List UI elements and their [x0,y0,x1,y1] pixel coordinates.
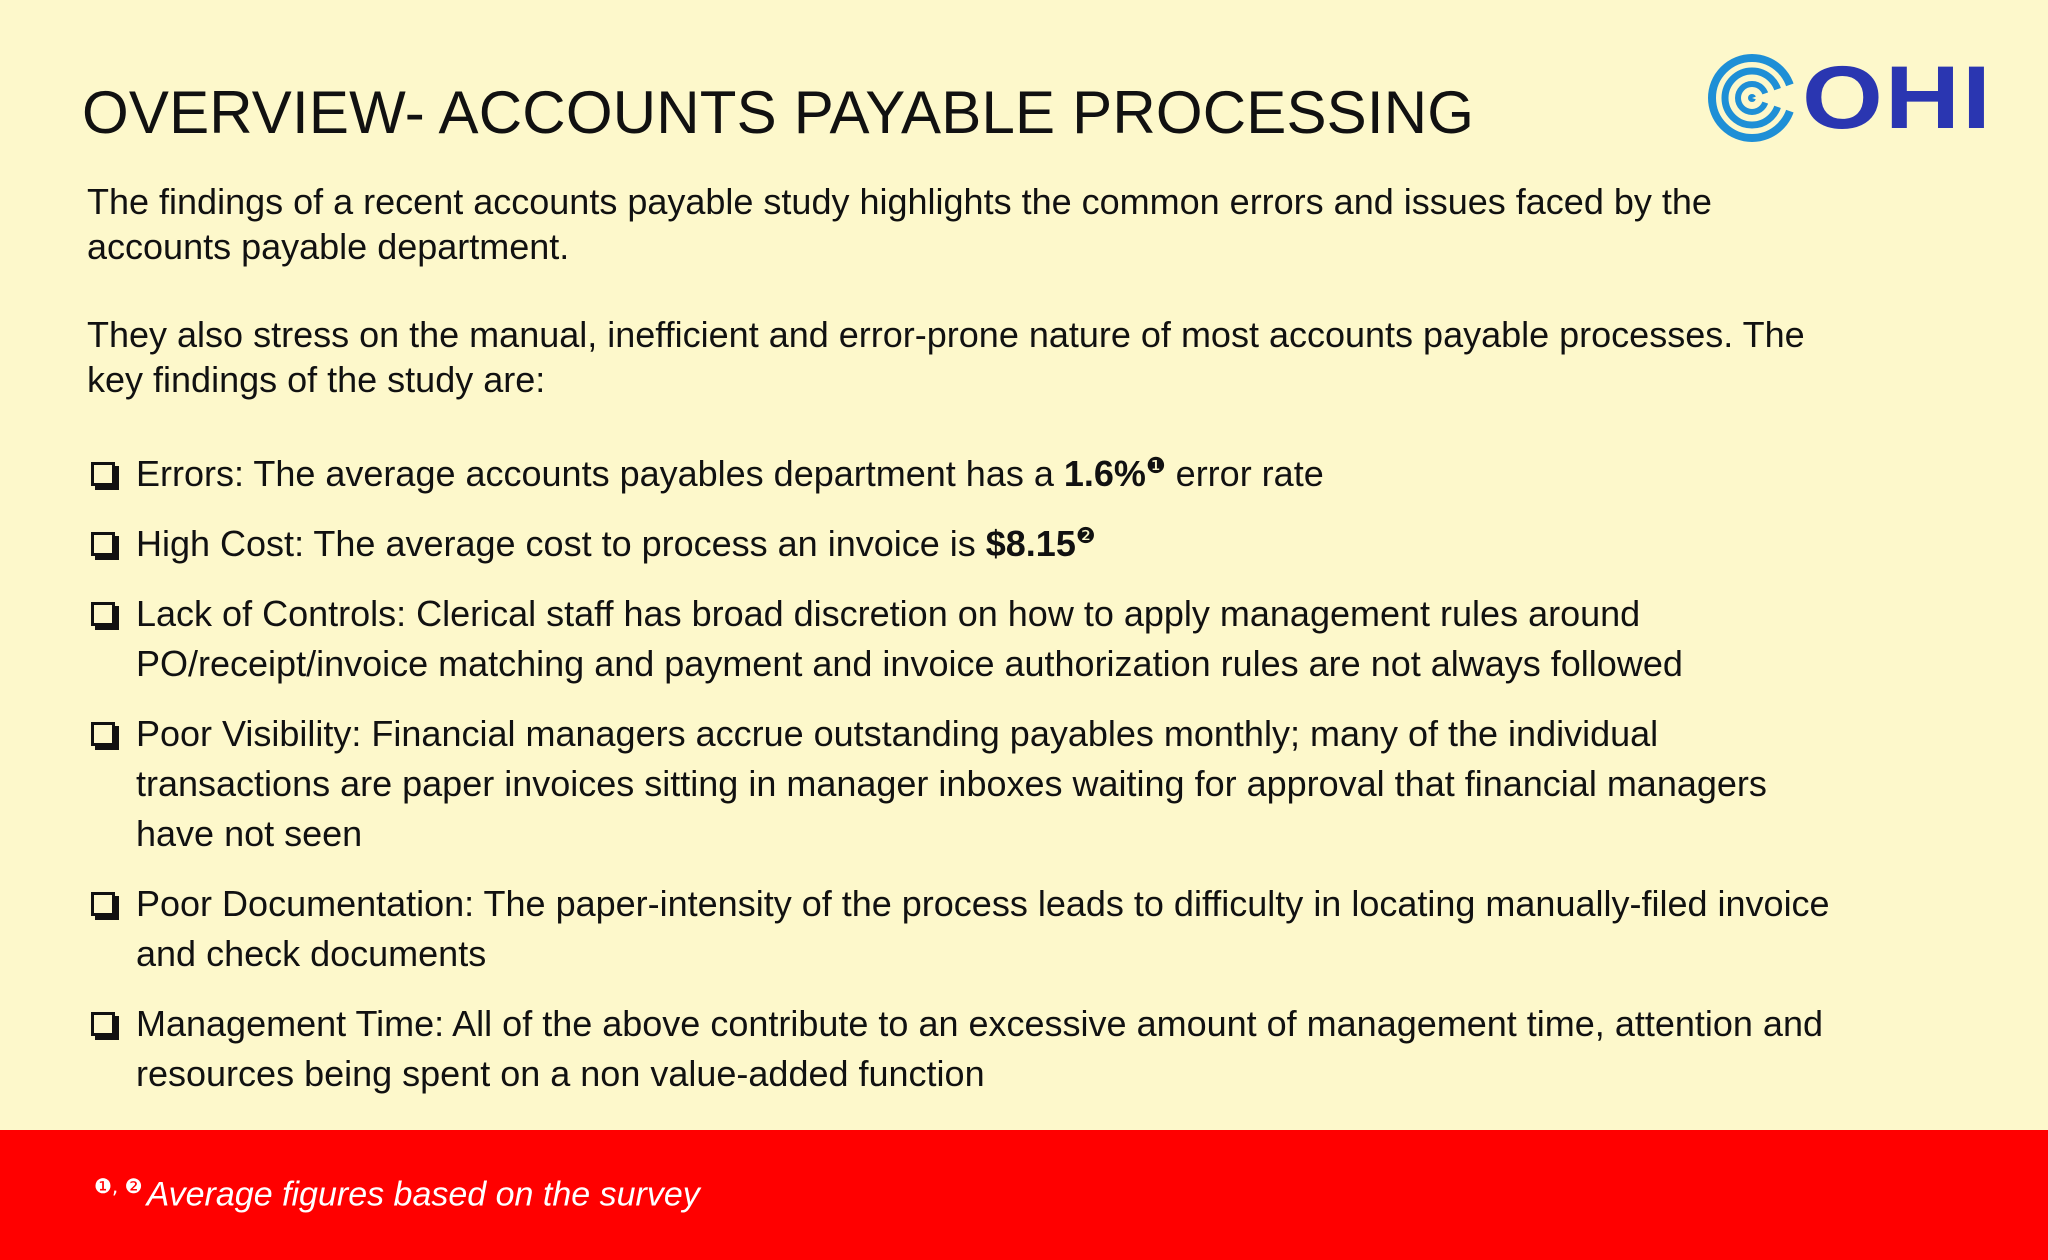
finding-management-time [87,999,1847,1099]
finding-poor-documentation [87,879,1847,979]
slide-title: OVERVIEW- ACCOUNTS PAYABLE PROCESSING [82,79,1475,146]
finding-text-tail: error rate [1165,453,1324,494]
checkbox-bullet-icon [91,1012,115,1036]
footnote-marker: ❷ [1075,524,1096,549]
footnote-markers: ❶, ❷ [94,1174,143,1198]
finding-text: Management Time: All of the above contribute to an excessive amount of management time, attention and resources being spent on a non value-added function [136,1003,1823,1094]
checkbox-bullet-icon [91,892,115,916]
finding-poor-visibility [87,709,1847,859]
finding-text: High Cost: The average cost to process an invoice is [136,523,986,564]
finding-highlight: 1.6% [1063,453,1146,494]
finding-high-cost [87,519,1847,569]
intro-paragraph-1: The findings of a recent accounts payable study highlights the common errors and issues faced by the accounts payable department. [87,181,1712,267]
ohi-logo [1706,46,1993,150]
finding-errors [87,449,1847,499]
checkbox-bullet-icon [91,532,115,556]
intro-paragraph-2: They also stress on the manual, inefficient and error-prone nature of most accounts payable processes. The key findings of the study are: [87,314,1805,400]
footnote-marker: ❶ [1145,454,1166,479]
finding-lack-of-controls [87,589,1847,689]
footer-note-text: Average figures based on the survey [146,1175,700,1214]
finding-text: Poor Documentation: The paper-intensity of the process leads to difficulty in locating manually-filed invoice and check documents [136,883,1830,974]
footer-bar [0,1130,2048,1260]
concentric-rings-icon [1706,52,1798,144]
key-findings-list [87,449,1847,1119]
finding-text: Lack of Controls: Clerical staff has broad discretion on how to apply management rules around PO/receipt/invoice matching and payment and invoice authorization rules are not always followed [136,593,1683,684]
finding-highlight: $8.15 [985,523,1076,564]
finding-text: Poor Visibility: Financial managers accrue outstanding payables monthly; many of the individual transactions are paper invoices sitting in manager inboxes waiting for approval that financial managers have not seen [136,713,1767,854]
checkbox-bullet-icon [91,462,115,486]
logo-text: OHI [1802,48,1993,148]
checkbox-bullet-icon [91,602,115,626]
checkbox-bullet-icon [91,722,115,746]
footer-note [94,1174,700,1214]
finding-text: Errors: The average accounts payables department has a [136,453,1064,494]
